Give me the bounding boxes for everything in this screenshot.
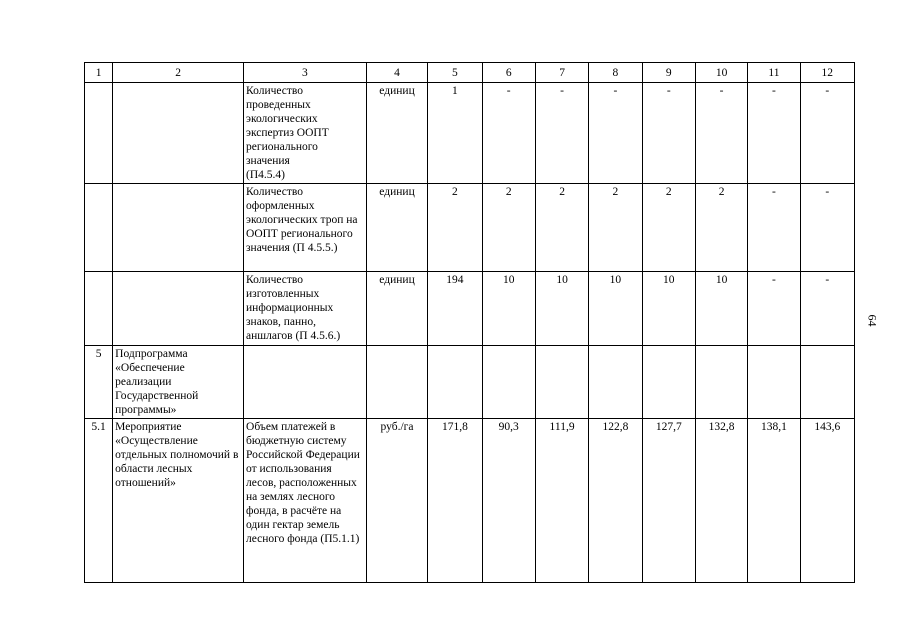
value: 10 bbox=[695, 272, 747, 346]
column-number: 10 bbox=[695, 63, 747, 83]
value bbox=[748, 346, 800, 419]
unit: единиц bbox=[366, 184, 427, 272]
value: - bbox=[748, 272, 800, 346]
column-number-row bbox=[85, 63, 855, 83]
program-name bbox=[113, 272, 244, 346]
column-number: 6 bbox=[482, 63, 535, 83]
column-number: 12 bbox=[800, 63, 854, 83]
value: 10 bbox=[482, 272, 535, 346]
table-row bbox=[85, 272, 855, 346]
row-number bbox=[85, 83, 113, 184]
table-row bbox=[85, 419, 855, 583]
program-name: Мероприятие «Осуществление отдельных полномочий в области лесных отношений» bbox=[113, 419, 244, 583]
value bbox=[535, 346, 588, 419]
value: 194 bbox=[428, 272, 482, 346]
value: 111,9 bbox=[535, 419, 588, 583]
value: 2 bbox=[642, 184, 695, 272]
value: 143,6 bbox=[800, 419, 854, 583]
program-name bbox=[113, 184, 244, 272]
value: 2 bbox=[535, 184, 588, 272]
unit bbox=[366, 346, 427, 419]
value bbox=[800, 346, 854, 419]
value bbox=[428, 346, 482, 419]
value: 10 bbox=[642, 272, 695, 346]
table-row bbox=[85, 184, 855, 272]
value: - bbox=[535, 83, 588, 184]
indicator-name: Количество изготовленных информационных знаков, панно, аншлагов (П 4.5.6.) bbox=[244, 272, 367, 346]
column-number: 7 bbox=[535, 63, 588, 83]
program-name: Подпрограмма «Обеспечение реализации Государственной программы» bbox=[113, 346, 244, 419]
value: 10 bbox=[535, 272, 588, 346]
value bbox=[482, 346, 535, 419]
value: 127,7 bbox=[642, 419, 695, 583]
unit: руб./га bbox=[366, 419, 427, 583]
indicators-table bbox=[84, 62, 855, 583]
value bbox=[642, 346, 695, 419]
value: 132,8 bbox=[695, 419, 747, 583]
page-number: 64 bbox=[865, 314, 880, 327]
column-number: 1 bbox=[85, 63, 113, 83]
value: 90,3 bbox=[482, 419, 535, 583]
column-number: 9 bbox=[642, 63, 695, 83]
value: - bbox=[695, 83, 747, 184]
column-number: 8 bbox=[589, 63, 642, 83]
value: - bbox=[800, 184, 854, 272]
value: 2 bbox=[589, 184, 642, 272]
value: 2 bbox=[482, 184, 535, 272]
value: - bbox=[642, 83, 695, 184]
row-number bbox=[85, 184, 113, 272]
table-row bbox=[85, 83, 855, 184]
indicator-name bbox=[244, 346, 367, 419]
column-number: 4 bbox=[366, 63, 427, 83]
value: - bbox=[748, 184, 800, 272]
value: 138,1 bbox=[748, 419, 800, 583]
row-number bbox=[85, 272, 113, 346]
row-number: 5.1 bbox=[85, 419, 113, 583]
value: 2 bbox=[695, 184, 747, 272]
value: 122,8 bbox=[589, 419, 642, 583]
column-number: 11 bbox=[748, 63, 800, 83]
value: 2 bbox=[428, 184, 482, 272]
table-row bbox=[85, 346, 855, 419]
value: - bbox=[748, 83, 800, 184]
column-number: 2 bbox=[113, 63, 244, 83]
value: 171,8 bbox=[428, 419, 482, 583]
value: 10 bbox=[589, 272, 642, 346]
column-number: 5 bbox=[428, 63, 482, 83]
value bbox=[695, 346, 747, 419]
column-number: 3 bbox=[244, 63, 367, 83]
value: - bbox=[589, 83, 642, 184]
row-number: 5 bbox=[85, 346, 113, 419]
program-name bbox=[113, 83, 244, 184]
indicator-name: Количество проведенных экологических экспертиз ООПТ регионального значения (П4.5.4) bbox=[244, 83, 367, 184]
indicator-name: Объем платежей в бюджетную систему Российской Федерации от использования лесов, расположенных на землях лесного фонда, в расчёте на один гектар земель лесного фонда (П5.1.1) bbox=[244, 419, 367, 583]
value bbox=[589, 346, 642, 419]
value: - bbox=[482, 83, 535, 184]
value: 1 bbox=[428, 83, 482, 184]
indicator-name: Количество оформленных экологических троп на ООПТ регионального значения (П 4.5.5.) bbox=[244, 184, 367, 272]
unit: единиц bbox=[366, 272, 427, 346]
unit: единиц bbox=[366, 83, 427, 184]
value: - bbox=[800, 272, 854, 346]
value: - bbox=[800, 83, 854, 184]
